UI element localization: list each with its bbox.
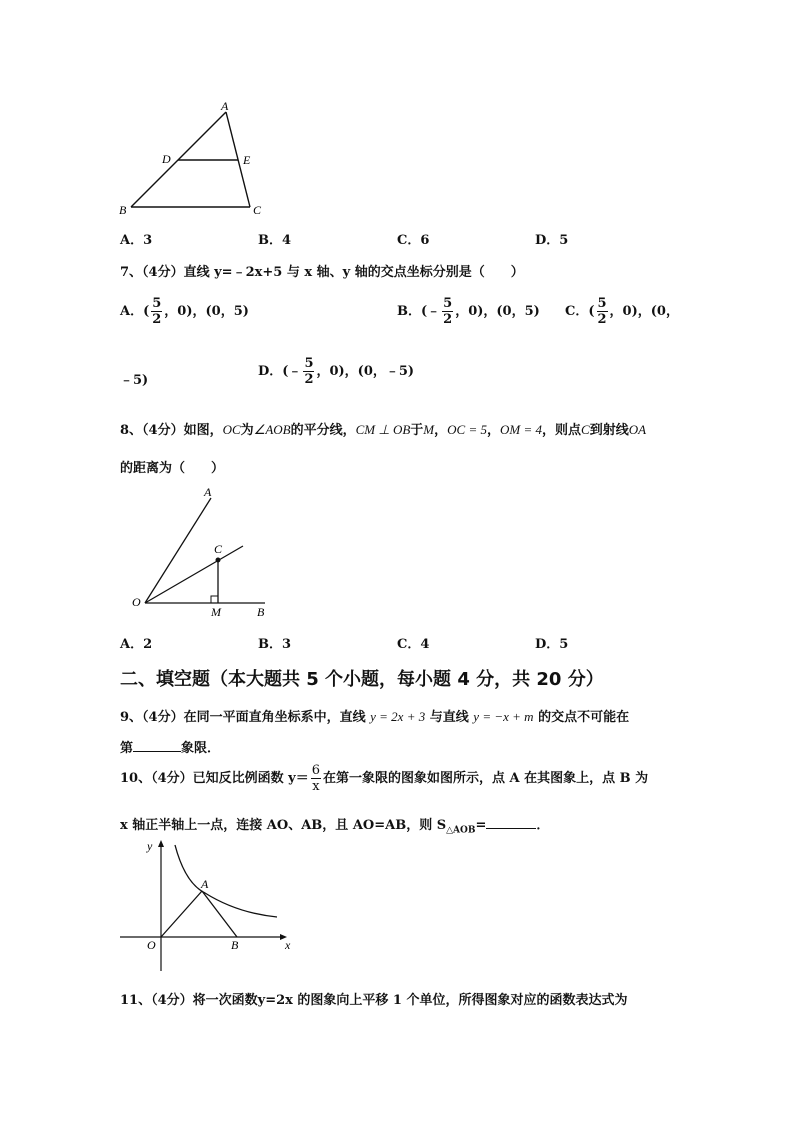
segment-ab — [202, 891, 237, 937]
y-axis-arrow — [158, 840, 164, 847]
q9-math-line2: y = −x + m — [473, 709, 534, 724]
ray-oa — [145, 498, 211, 603]
q7-c-pre: C．( — [565, 304, 595, 319]
q7-option-b — [397, 297, 540, 326]
q8-math-om4: OM = 4 — [500, 422, 543, 437]
q10-num: 6 — [311, 763, 320, 778]
q9-math-line1: y = 2x + 3 — [370, 709, 426, 724]
triangle-figure — [110, 95, 280, 225]
label-a: A — [221, 99, 229, 113]
label-c: C — [253, 203, 262, 217]
q7-c-den: 2 — [597, 312, 607, 327]
label-e: E — [243, 153, 251, 167]
q9-text-3: 的交点不可能在 — [538, 710, 630, 725]
ray-oc — [145, 546, 243, 603]
q7-option-d — [258, 357, 414, 386]
q8-text-8: 到射线 — [589, 423, 629, 438]
point-c — [216, 558, 221, 563]
label-a: A — [204, 485, 212, 499]
label-c: C — [214, 542, 223, 556]
segment-oa — [161, 891, 202, 937]
label-x: x — [285, 938, 291, 952]
q7-b-num: 5 — [443, 296, 453, 311]
q7-option-c — [565, 297, 679, 326]
q9-answer-blank[interactable] — [133, 737, 181, 752]
q7-b-pre: B．(﹣ — [397, 304, 441, 319]
q8-text-1: 8、（4分）如图， — [120, 423, 223, 438]
q7-a-pre: A．( — [120, 304, 150, 319]
q8-text-5: ， — [434, 423, 448, 438]
q9-text-1: 9、（4分）在同一平面直角坐标系中，直线 — [120, 710, 366, 725]
q9-stem-line2 — [120, 737, 220, 756]
q6-option-c: C．6 — [397, 233, 430, 248]
q10-subscript: △AOB — [446, 825, 476, 836]
q8-text-3: 的平分线， — [290, 423, 356, 438]
q7-option-a — [120, 297, 249, 326]
q7-c-post: ，0)，(0， — [609, 304, 679, 319]
q8-option-b: B．3 — [258, 637, 292, 652]
q7-stem: 7、（4分）直线 y=﹣2x+5 与 x 轴、y 轴的交点坐标分别是（ ） — [120, 265, 524, 280]
q10-text-4: = — [475, 818, 487, 833]
q8-text-4: 于 — [410, 423, 424, 438]
q7-a-den: 2 — [152, 312, 162, 327]
q9-text-5: 象限． — [181, 741, 221, 756]
q7-d-post: ，0)，(0，﹣5) — [316, 364, 415, 379]
q8-math-c: C — [581, 422, 590, 437]
q7-c-fraction — [597, 297, 608, 326]
right-angle-mark — [211, 596, 218, 603]
q8-stem-line1 — [120, 419, 646, 438]
hyperbola-curve — [175, 845, 277, 917]
q8-option-a: A．2 — [120, 637, 153, 652]
label-a: A — [201, 877, 209, 891]
q10-den: x — [312, 779, 320, 794]
section-heading: 二、填空题（本大题共 5 个小题，每小题 4 分，共 20 分） — [120, 669, 604, 690]
q7-c-num: 5 — [597, 296, 607, 311]
q8-option-d: D．5 — [535, 637, 569, 652]
label-o: O — [147, 938, 156, 952]
q7-d-fraction — [303, 357, 314, 386]
q7-option-c-continued: ﹣5) — [120, 373, 149, 388]
q7-a-num: 5 — [152, 296, 162, 311]
label-o: O — [132, 595, 141, 609]
q7-b-post: ，0)，(0，5) — [455, 304, 540, 319]
label-b: B — [119, 203, 127, 217]
q9-stem-line1 — [120, 706, 629, 725]
label-y: y — [147, 839, 153, 853]
q8-math-oc5: OC = 5 — [447, 422, 487, 437]
q10-answer-blank[interactable] — [486, 814, 536, 829]
q6-option-b: B．4 — [258, 233, 292, 248]
q8-text-2: 为 — [240, 423, 254, 438]
q8-math-angle: ∠AOB — [253, 422, 291, 437]
q10-stem-line2 — [120, 814, 549, 836]
label-d: D — [162, 152, 171, 166]
q8-math-oc: OC — [222, 422, 241, 437]
q10-text-5: ． — [536, 818, 550, 833]
label-b: B — [257, 605, 265, 619]
q7-a-post: ，0)，(0，5) — [164, 304, 249, 319]
q8-math-oa: OA — [628, 422, 647, 437]
q7-d-den: 2 — [304, 372, 314, 387]
q10-text-2: 在第一象限的图象如图所示，点 A 在其图象上，点 B 为 — [323, 771, 649, 786]
q10-text-3: x 轴正半轴上一点，连接 AO、AB，且 AO=AB，则 S — [120, 818, 447, 833]
q7-b-den: 2 — [443, 312, 453, 327]
q9-text-2: 与直线 — [429, 710, 469, 725]
q10-fraction — [311, 764, 321, 793]
q8-text-7: ，则点 — [542, 423, 582, 438]
q8-math-m: M — [423, 422, 435, 437]
q8-stem-line2: 的距离为（ ） — [120, 461, 225, 476]
q8-text-6: ， — [487, 423, 501, 438]
q7-d-num: 5 — [304, 356, 314, 371]
q11-stem: 11、（4分）将一次函数y=2x 的图象向上平移 1 个单位，所得图象对应的函数表达式为 — [120, 993, 628, 1008]
q7-a-fraction — [151, 297, 162, 326]
inverse-function-figure — [115, 835, 300, 975]
angle-bisector-figure — [125, 480, 285, 625]
q6-option-d: D．5 — [535, 233, 569, 248]
q10-stem-line1 — [120, 764, 648, 793]
label-b: B — [231, 938, 239, 952]
label-m: M — [211, 605, 221, 619]
q6-option-a: A．3 — [120, 233, 153, 248]
q7-b-fraction — [442, 297, 453, 326]
q10-text-1: 10、（4分）已知反比例函数 y＝ — [120, 771, 309, 786]
q8-option-c: C．4 — [397, 637, 430, 652]
q7-d-pre: D．(﹣ — [258, 364, 302, 379]
q8-math-perp: CM ⊥ OB — [355, 422, 411, 437]
q9-text-4: 第 — [120, 741, 134, 756]
